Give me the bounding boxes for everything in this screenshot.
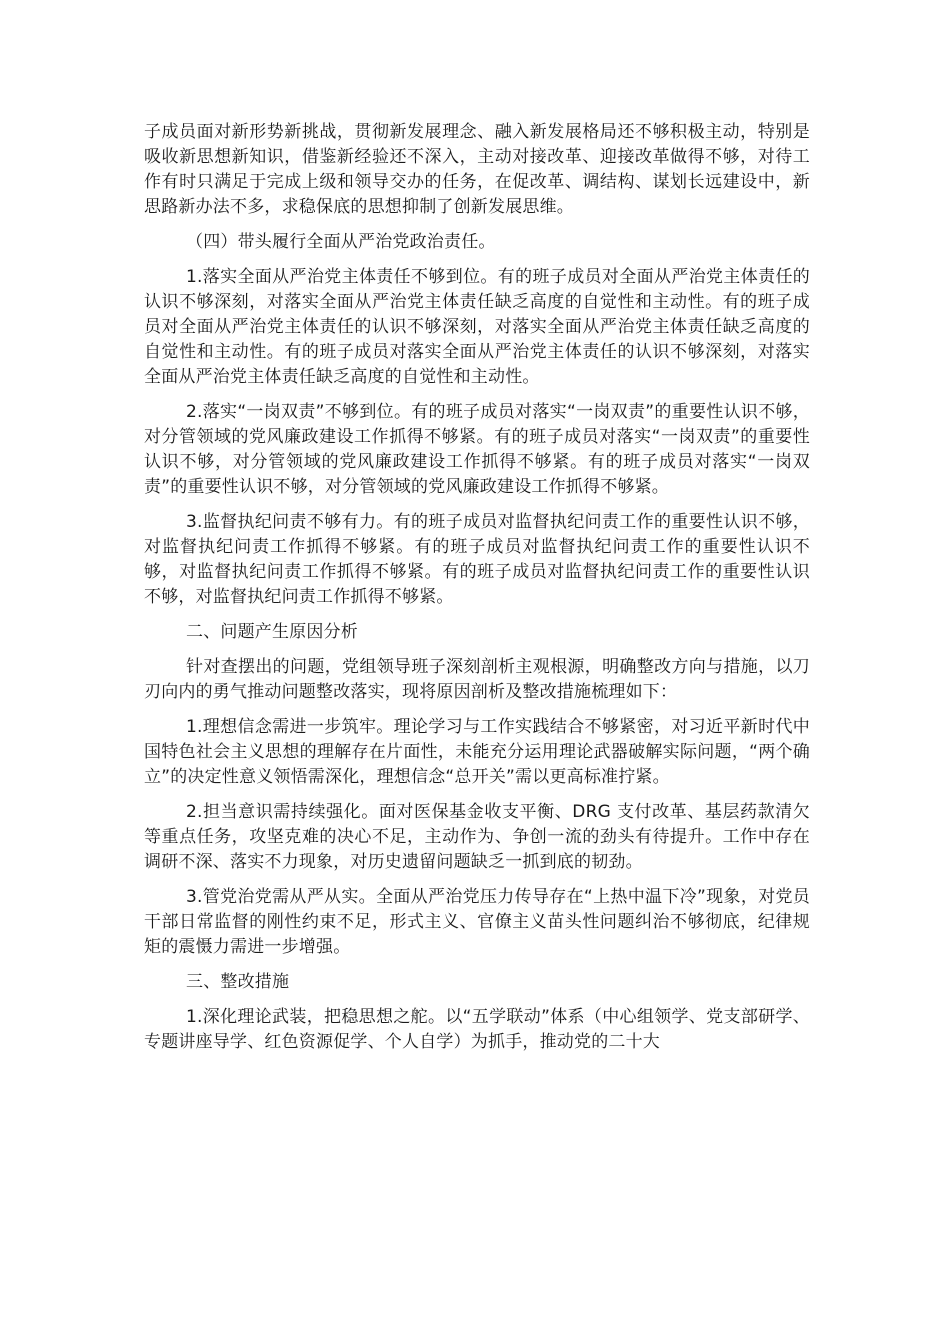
paragraph-continued-intro: 子成员面对新形势新挑战，贯彻新发展理念、融入新发展格局还不够积极主动，特别是吸收新思想新知识，借鉴新经验还不深入，主动对接改革、迎接改革做得不够，对待工作有时只满足于完成上级和领导交办的任务，在促改革、调结构、谋划长远建设中，新思路新办法不多，求稳保底的思想抑制了创新发展思维。 — [144, 122, 810, 217]
paragraph-item-4-3: 3.监督执纪问责不够有力。有的班子成员对监督执纪问责工作的重要性认识不够，对监督执纪问责工作抓得不够紧。有的班子成员对监督执纪问责工作的重要性认识不够，对监督执纪问责工作抓得不够紧。有的班子成员对监督执纪问责工作的重要性认识不够，对监督执纪问责工作抓得不够紧。 — [144, 512, 810, 607]
document-body — [144, 120, 810, 1065]
paragraph-measure-1: 1.深化理论武装，把稳思想之舵。以“五学联动”体系（中心组领学、党支部研学、专题讲座导学、红色资源促学、个人自学）为抓手，推动党的二十大 — [144, 1007, 810, 1052]
paragraph-causes-intro: 针对查摆出的问题，党组领导班子深刻剖析主观根源，明确整改方向与措施，以刀刃向内的勇气推动问题整改落实，现将原因剖析及整改措施梳理如下： — [144, 657, 810, 702]
section-heading-4: （四）带头履行全面从严治党政治责任。 — [186, 232, 496, 252]
section-heading-causes: 二、问题产生原因分析 — [186, 622, 358, 642]
paragraph-cause-1: 1.理想信念需进一步筑牢。理论学习与工作实践结合不够紧密，对习近平新时代中国特色社会主义思想的理解存在片面性，未能充分运用理论武器破解实际问题，“两个确立”的决定性意义领悟需深化，理想信念“总开关”需以更高标准拧紧。 — [144, 717, 810, 787]
section-heading-measures: 三、整改措施 — [186, 972, 290, 992]
paragraph-item-4-2: 2.落实“一岗双责”不够到位。有的班子成员对落实“一岗双责”的重要性认识不够，对分管领域的党风廉政建设工作抓得不够紧。有的班子成员对落实“一岗双责”的重要性认识不够，对分管领域的党风廉政建设工作抓得不够紧。有的班子成员对落实“一岗双责”的重要性认识不够，对分管领域的党风廉政建设工作抓得不够紧。 — [144, 402, 810, 497]
paragraph-cause-2: 2.担当意识需持续强化。面对医保基金收支平衡、DRG 支付改革、基层药款清欠等重点任务，攻坚克难的决心不足，主动作为、争创一流的劲头有待提升。工作中存在调研不深、落实不力现象，对历史遗留问题缺乏一抓到底的韧劲。 — [144, 802, 810, 872]
paragraph-cause-3: 3.管党治党需从严从实。全面从严治党压力传导存在“上热中温下冷”现象，对党员干部日常监督的刚性约束不足，形式主义、官僚主义苗头性问题纠治不够彻底，纪律规矩的震慑力需进一步增强。 — [144, 887, 810, 957]
paragraph-item-4-1: 1.落实全面从严治党主体责任不够到位。有的班子成员对全面从严治党主体责任的认识不够深刻，对落实全面从严治党主体责任缺乏高度的自觉性和主动性。有的班子成员对全面从严治党主体责任的认识不够深刻，对落实全面从严治党主体责任缺乏高度的自觉性和主动性。有的班子成员对落实全面从严治党主体责任的认识不够深刻，对落实全面从严治党主体责任缺乏高度的自觉性和主动性。 — [144, 267, 810, 387]
